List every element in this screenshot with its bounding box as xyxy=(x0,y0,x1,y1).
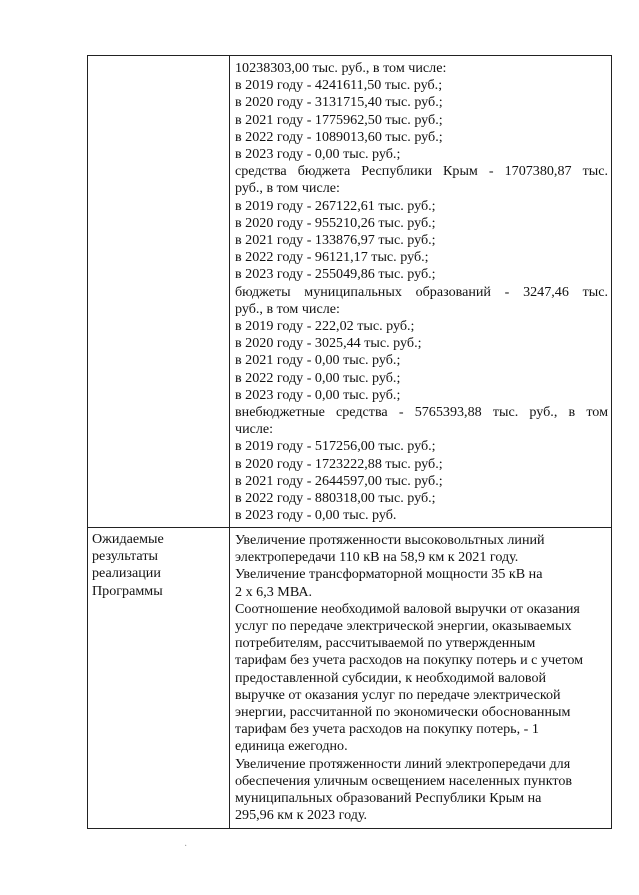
funding-line: в 2022 году - 1089013,60 тыс. руб.; xyxy=(235,128,443,145)
funding-line: руб., в том числе: xyxy=(235,180,340,197)
results-line: 2 x 6,3 МВА. xyxy=(235,583,313,600)
funding-line: в 2020 году - 3025,44 тыс. руб.; xyxy=(235,335,422,352)
funding-line: 10238303,00 тыс. руб., в том числе: xyxy=(235,60,447,76)
results-line: выручке от оказания услуг по передаче электрической xyxy=(235,686,561,703)
results-line: Увеличение протяженности высоковольтных линий xyxy=(235,532,545,548)
results-line: предоставленной субсидии, к необходимой валовой xyxy=(235,669,547,686)
funding-line: в 2023 году - 0,00 тыс. руб. xyxy=(235,507,397,524)
funding-volume-cell xyxy=(235,60,608,524)
funding-line: в 2021 году - 133876,97 тыс. руб.; xyxy=(235,232,436,249)
funding-line: в 2020 году - 3131715,40 тыс. руб.; xyxy=(235,94,443,111)
scan-speck: · xyxy=(184,841,188,852)
results-line: тарифам без учета расходов на покупку потерь и с учетом xyxy=(235,652,584,669)
funding-line: в 2022 году - 0,00 тыс. руб.; xyxy=(235,369,401,386)
funding-line: руб., в том числе: xyxy=(235,300,340,317)
funding-line: в 2021 году - 2644597,00 тыс. руб.; xyxy=(235,472,443,489)
results-line: электропередачи 110 кВ на 58,9 км к 2021 году. xyxy=(235,549,519,566)
results-line: муниципальных образований Республики Крым на xyxy=(235,790,542,807)
funding-line: в 2019 году - 517256,00 тыс. руб.; xyxy=(235,438,436,455)
results-line: Увеличение трансформаторной мощности 35 кВ на xyxy=(235,566,543,583)
funding-line: средства бюджета Республики Крым - 1707380,87 тыс. xyxy=(235,163,608,180)
funding-line: в 2022 году - 880318,00 тыс. руб.; xyxy=(235,490,436,507)
funding-line: в 2023 году - 0,00 тыс. руб.; xyxy=(235,146,401,163)
funding-line: бюджеты муниципальных образований - 3247,46 тыс. xyxy=(235,283,608,300)
funding-line: в 2020 году - 1723222,88 тыс. руб.; xyxy=(235,455,443,472)
funding-line: числе: xyxy=(235,421,274,438)
funding-line: в 2021 году - 0,00 тыс. руб.; xyxy=(235,352,401,369)
row-divider xyxy=(88,527,611,528)
column-divider xyxy=(229,56,230,828)
results-label-line: реализации xyxy=(92,565,161,582)
results-line: энергии, рассчитанной по экономически обоснованным xyxy=(235,704,571,721)
funding-line: в 2019 году - 267122,61 тыс. руб.; xyxy=(235,197,436,214)
results-line: тарифам без учета расходов на покупку потерь, - 1 xyxy=(235,721,539,738)
results-line: 295,96 км к 2023 году. xyxy=(235,807,368,824)
funding-line: в 2019 году - 4241611,50 тыс. руб.; xyxy=(235,77,443,94)
funding-line: в 2019 году - 222,02 тыс. руб.; xyxy=(235,318,415,335)
results-line: единица ежегодно. xyxy=(235,738,348,755)
funding-line: в 2023 году - 0,00 тыс. руб.; xyxy=(235,386,401,403)
funding-line: в 2023 году - 255049,86 тыс. руб.; xyxy=(235,266,436,283)
expected-results-text-cell xyxy=(235,532,608,824)
results-line: обеспечения уличным освещением населенных пунктов xyxy=(235,772,573,789)
results-label-line: Программы xyxy=(92,582,163,599)
funding-line: внебюджетные средства - 5765393,88 тыс. руб., в том xyxy=(235,404,608,421)
results-label-line: результаты xyxy=(92,548,158,565)
funding-line: в 2021 году - 1775962,50 тыс. руб.; xyxy=(235,111,443,128)
results-line: Соотношение необходимой валовой выручки от оказания xyxy=(235,600,580,617)
results-line: услуг по передаче электрической энергии, оказываемых xyxy=(235,618,572,635)
funding-line: в 2022 году - 96121,17 тыс. руб.; xyxy=(235,249,429,266)
results-label-line: Ожидаемые xyxy=(92,531,164,547)
results-line: потребителям, рассчитываемой по утвержденным xyxy=(235,635,536,652)
funding-line: в 2020 году - 955210,26 тыс. руб.; xyxy=(235,214,436,231)
program-passport-table xyxy=(87,55,612,829)
expected-results-label-cell xyxy=(92,531,228,600)
results-line: Увеличение протяженности линий электропередачи для xyxy=(235,755,571,772)
